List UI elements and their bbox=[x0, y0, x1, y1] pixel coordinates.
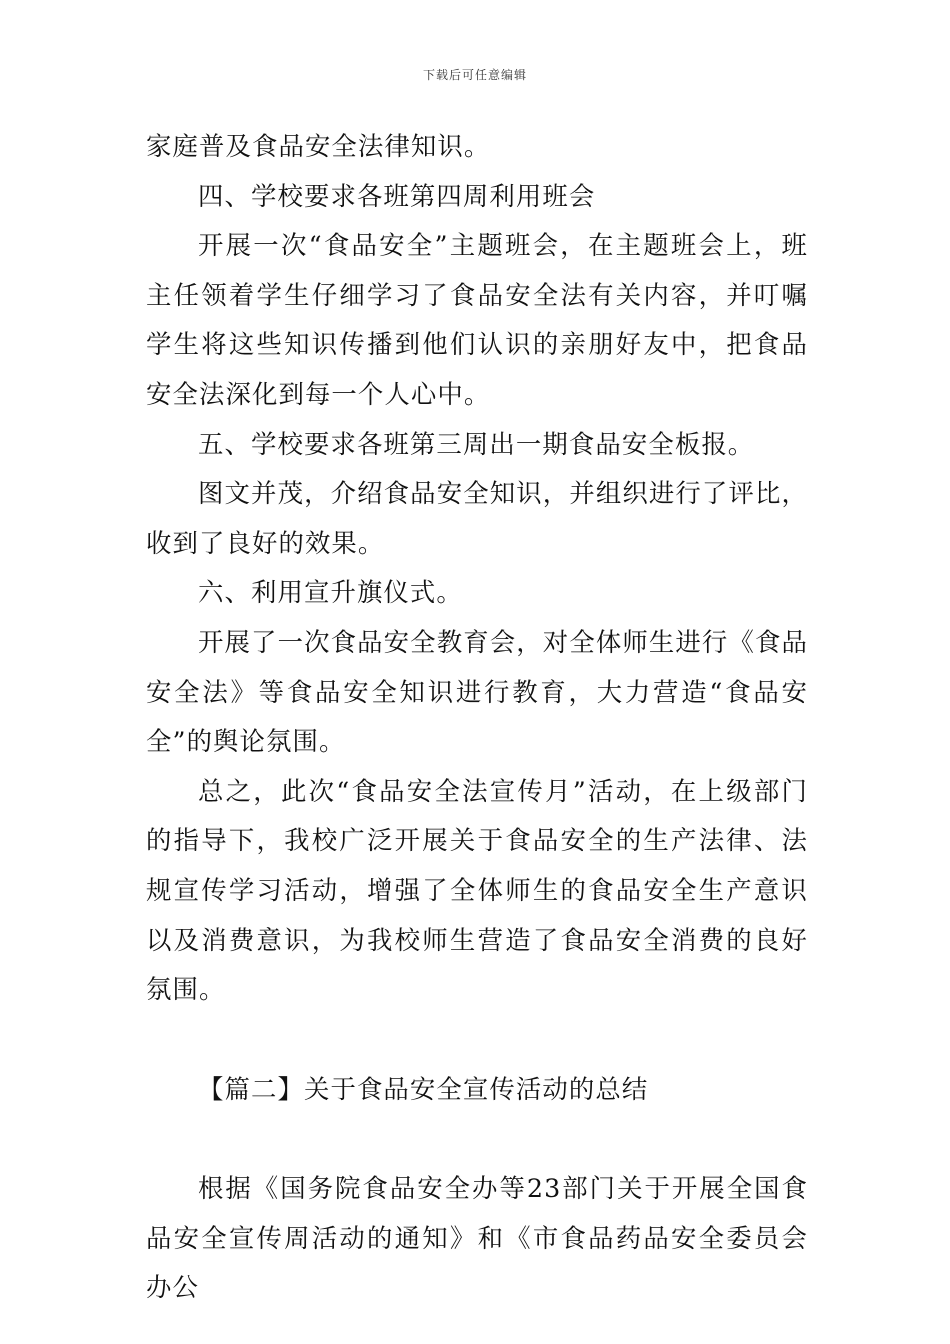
paragraph-7: 开展了一次食品安全教育会，对全体师生进行《食品安全法》等食品安全知识进行教育，大力营造“食品安全”的舆论氛围。 bbox=[146, 626, 808, 757]
document-body bbox=[146, 122, 808, 1313]
spacer bbox=[146, 1015, 808, 1065]
page-header-note: 下载后可任意编辑 bbox=[422, 68, 527, 82]
paragraph-1: 家庭普及食品安全法律知识。 bbox=[146, 131, 491, 161]
paragraph-8: 总之，此次“食品安全法宣传月”活动，在上级部门的指导下，我校广泛开展关于食品安全的生产法律、法规宣传学习活动，增强了全体师生的食品安全生产意识以及消费意识，为我校师生营造了食品安全消费的良好氛围。 bbox=[146, 775, 808, 1005]
paragraph-3: 开展一次“食品安全”主题班会，在主题班会上，班主任领着学生仔细学习了食品安全法有关内容，并叮嘱学生将这些知识传播到他们认识的亲朋好友中，把食品安全法深化到每一个人心中。 bbox=[146, 230, 808, 409]
paragraph-4: 五、学校要求各班第三周出一期食品安全板报。 bbox=[198, 428, 755, 459]
paragraph-final: 根据《国务院食品安全办等23部门关于开展全国食品安全宣传周活动的通知》和《市食品药品安全委员会办公 bbox=[146, 1173, 808, 1303]
paragraph-6: 六、利用宣升旗仪式。 bbox=[198, 577, 463, 608]
spacer bbox=[146, 1114, 808, 1164]
paragraph-2: 四、学校要求各班第四周利用班会 bbox=[198, 180, 596, 211]
paragraph-5: 图文并茂，介绍食品安全知识，并组织进行了评比，收到了良好的效果。 bbox=[146, 478, 808, 558]
section-title: 【篇二】关于食品安全宣传活动的总结 bbox=[198, 1073, 649, 1104]
